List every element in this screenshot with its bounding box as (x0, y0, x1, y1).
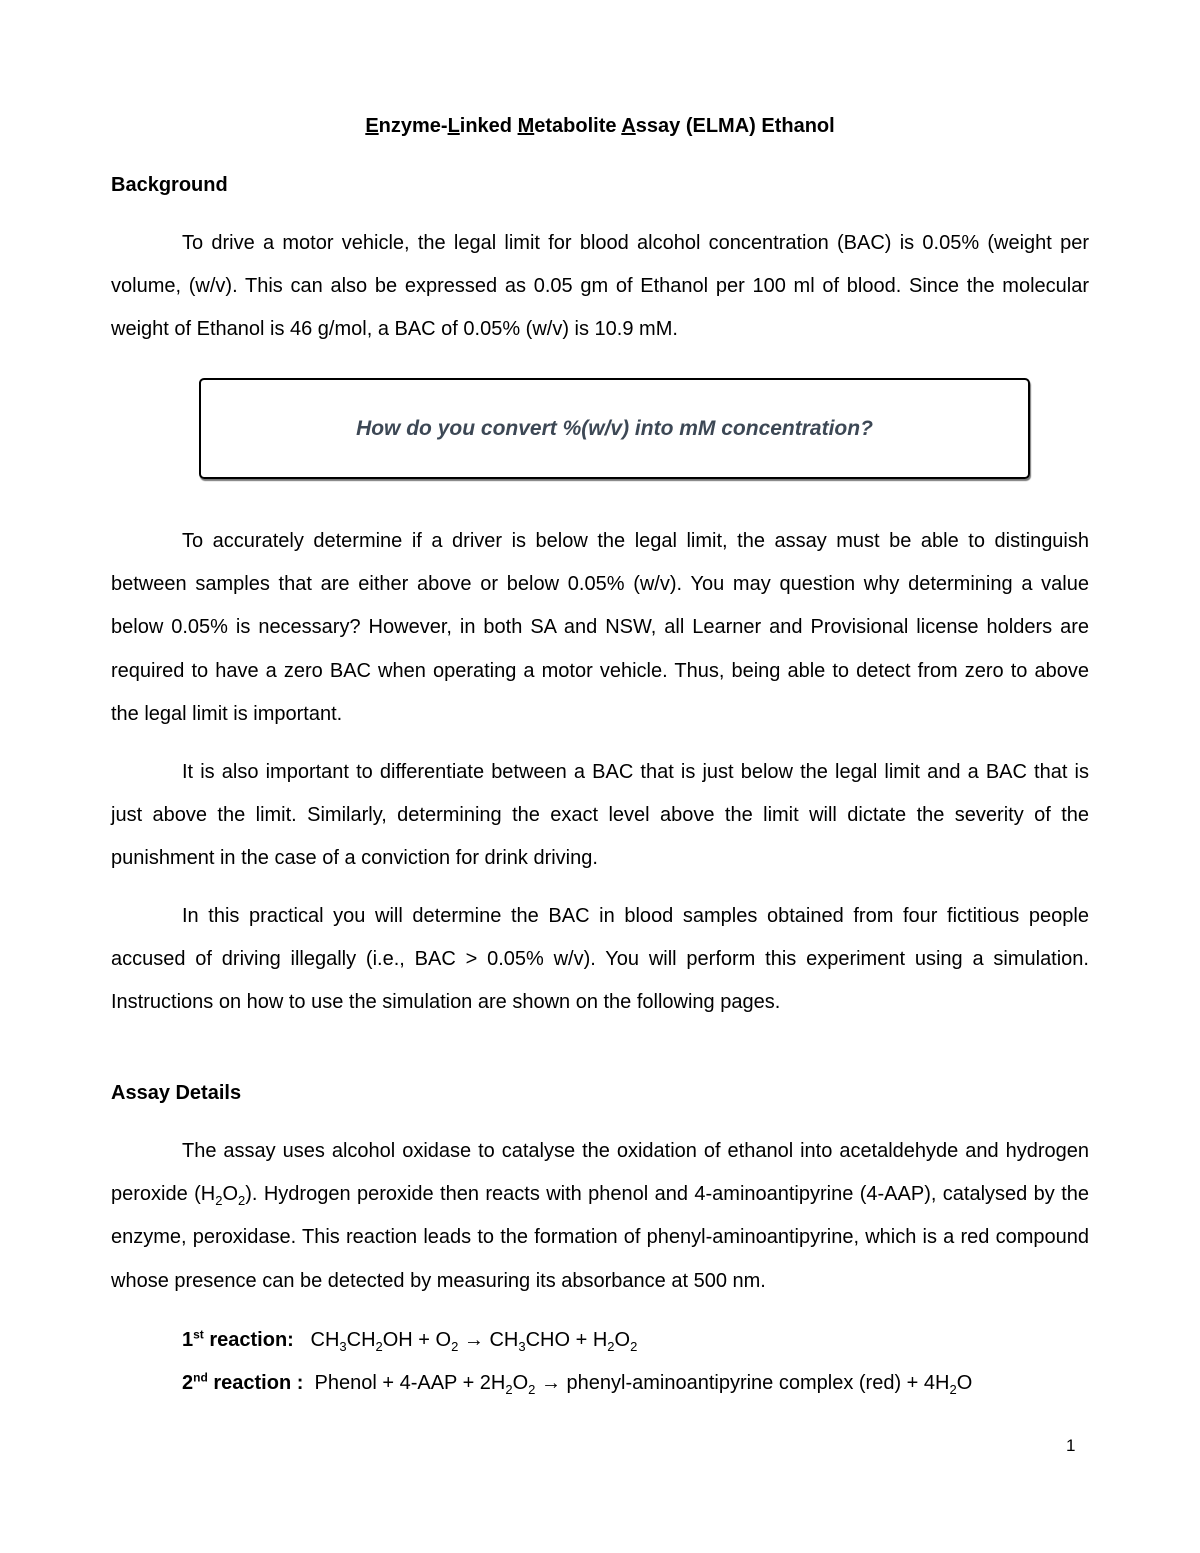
equation-subscript: 2 (451, 1339, 459, 1354)
equation-text: CH (310, 1329, 340, 1351)
page-number: 1 (1066, 1436, 1076, 1455)
equation-subscript: 3 (339, 1339, 347, 1354)
title-text: inked (459, 115, 518, 137)
title-underlined-initial: A (621, 115, 636, 137)
title-text: nzyme- (378, 115, 448, 137)
equation-subscript: 3 (518, 1339, 526, 1354)
equation-text: O (956, 1372, 973, 1394)
equation-subscript: 2 (505, 1382, 513, 1397)
question-callout-text: How do you convert %(w/v) into mM concentration? (356, 416, 873, 440)
equation-text: O (614, 1329, 631, 1351)
equation-subscript: 2 (949, 1382, 957, 1397)
equation-subscript: 2 (375, 1339, 383, 1354)
reaction-2-equation (314, 1372, 973, 1397)
assay-details-heading: Assay Details (111, 1082, 242, 1104)
equation-subscript: 2 (528, 1382, 536, 1397)
title-underlined-initial: M (517, 115, 535, 137)
equation-text: CHO + H (525, 1329, 608, 1351)
equation-text: CH (346, 1329, 376, 1351)
background-heading: Background (111, 174, 228, 196)
reaction-2: 2nd reaction : Phenol + $4-AAP + 2H_2O_2$ → phenyl-aminoantipyrine complex $(red) + 4H_2O$ (182, 1370, 973, 1397)
background-paragraph-3: It is also important to differentiate between a BAC that is just below the legal limit and a BAC that is just above the limit. Similarly, determining the exact level above the limit will dictate the severity of the punishment in the case of a conviction for drink driving. (111, 761, 1089, 870)
title-text: ssay (ELMA) Ethanol (635, 115, 835, 137)
question-callout-box (199, 378, 1030, 479)
assay-paragraph: The assay uses alcohol oxidase to catalyse the oxidation of ethanol into acetaldehyde and hydrogen peroxide $(H_2O_2)$. Hydrogen peroxide then reacts with phenol and 4-aminoantipyrine (4-AAP), catalysed by the enzyme, peroxidase. This reaction leads to the formation of phenyl-aminoantipyrine, which is a red compound whose presence can be detected by measuring its absorbance at 500 nm. (111, 1140, 1089, 1292)
reaction-1: 1st reaction: $CH_3CH_2OH + O_2 \to CH_3CHO + H_2O_2$ (182, 1327, 638, 1354)
equation-text: OH + O (382, 1329, 452, 1351)
title-underlined-initial: E (365, 115, 379, 137)
equation-text: O (512, 1372, 529, 1394)
title-underlined-initial: L (447, 115, 460, 137)
equation-text: → phenyl-aminoantipyrine complex (red) + 4H (535, 1372, 950, 1394)
equation-text: Phenol + 4-AAP + 2H (314, 1372, 506, 1394)
background-paragraph-4: In this practical you will determine the BAC in blood samples obtained from four fictitious people accused of driving illegally (i.e., BAC > 0.05% w/v). You will perform this experiment using a simulation. Instructions on how to use the simulation are shown on the following pages. (111, 905, 1089, 1014)
equation-subscript: 2 (630, 1339, 638, 1354)
equation-text: → CH (458, 1329, 519, 1351)
background-paragraph-2: To accurately determine if a driver is below the legal limit, the assay must be able to distinguish between samples that are either above or below 0.05% (w/v). You may question why determining a value below 0.05% is necessary? However, in both SA and NSW, all Learner and Provisional license holders are required to have a zero BAC when operating a motor vehicle. Thus, being able to detect from zero to above the legal limit is important. (111, 530, 1089, 725)
document-title (0, 112, 1200, 140)
background-paragraph-1: To drive a motor vehicle, the legal limit for blood alcohol concentration (BAC) is 0.05% (weight per volume, (w/v). This can also be expressed as 0.05 gm of Ethanol per 100 ml of blood. Since the molecular weight of Ethanol is 46 g/mol, a BAC of 0.05% (w/v) is 10.9 mM. (111, 232, 1089, 341)
title-text: etabolite (534, 115, 622, 137)
reaction-1-equation (310, 1329, 638, 1354)
equation-subscript: 2 (607, 1339, 615, 1354)
